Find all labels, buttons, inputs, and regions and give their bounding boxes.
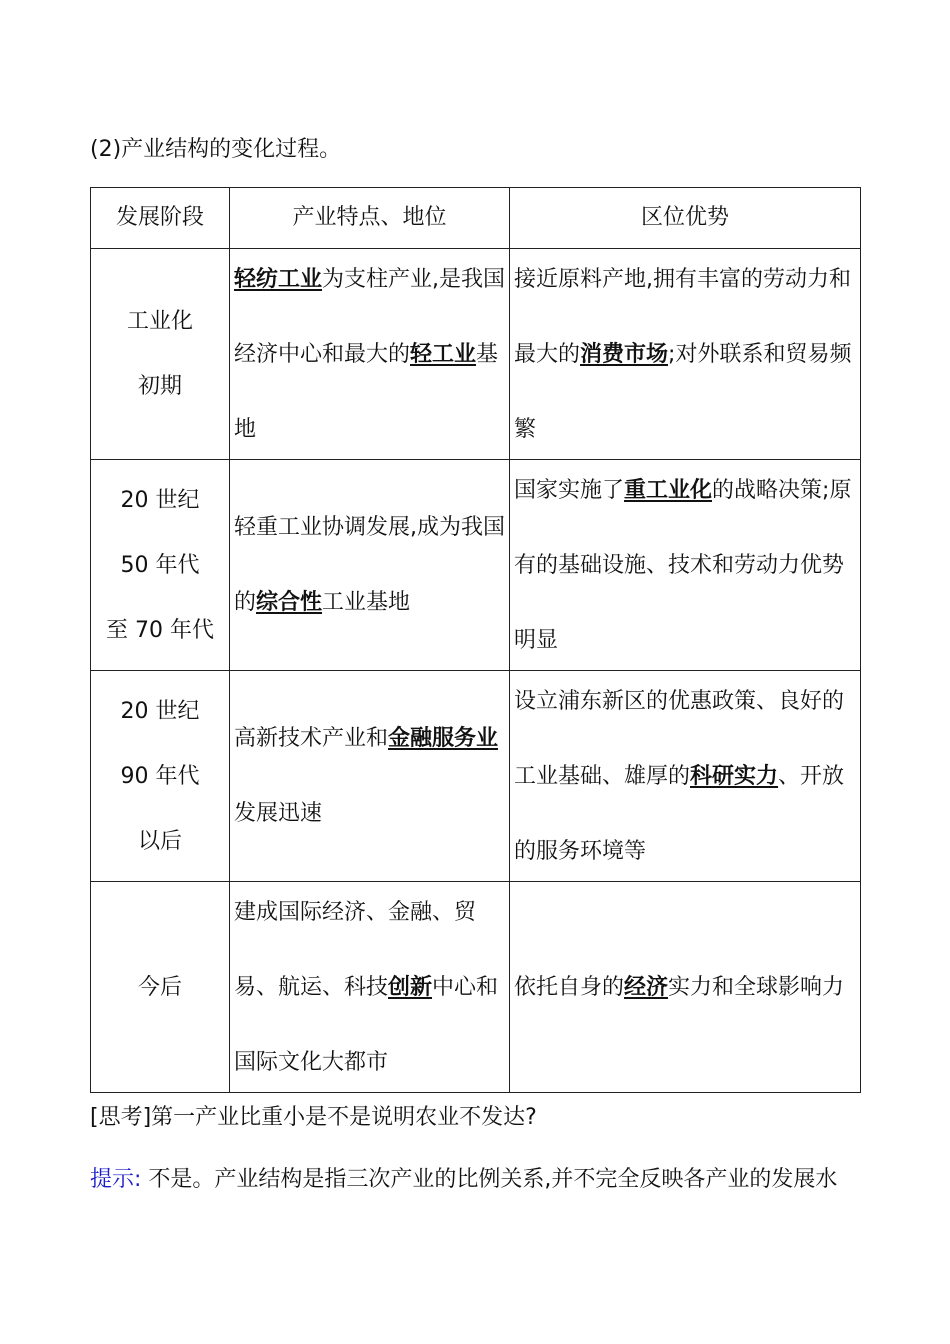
keyword-emphasis: 经济 <box>624 974 669 1000</box>
table-row <box>91 460 861 671</box>
keyword-emphasis: 重工业化 <box>624 477 713 503</box>
table-row <box>91 882 861 1093</box>
keyword-emphasis: 轻纺工业 <box>234 266 323 292</box>
stage-cell <box>91 460 230 671</box>
keyword-emphasis: 消费市场 <box>580 341 669 367</box>
section-heading: (2)产业结构的变化过程。 <box>90 137 342 162</box>
cell-text: 依托自身的 <box>514 974 625 1000</box>
advantage-cell <box>510 460 861 671</box>
cell-text: 轻重工业协调发展,成为我国的 <box>234 515 505 615</box>
cell-text: 基地 <box>234 341 499 442</box>
stage-cell <box>91 882 230 1093</box>
header-advantage: 区位优势 <box>510 188 861 249</box>
stage-line: 50 年代 <box>120 552 200 578</box>
cell-text: 设立浦东新区的优惠政策、良好的工业基础、雄厚的 <box>514 688 845 789</box>
stage-line: 工业化 <box>126 309 193 334</box>
stage-line: 20 世纪 <box>120 698 200 724</box>
feature-cell <box>230 460 510 671</box>
stage-line: 初期 <box>137 374 182 399</box>
stage-line: 90 年代 <box>120 763 200 789</box>
keyword-emphasis: 科研实力 <box>690 763 779 789</box>
stage-line: 今后 <box>137 974 182 1000</box>
stage-cell <box>91 249 230 460</box>
advantage-cell <box>510 671 861 882</box>
cell-text: 国家实施了 <box>514 477 625 503</box>
table-row <box>91 249 861 460</box>
cell-text: 、开放的服务环境等 <box>514 763 845 864</box>
stage-line: 以后 <box>137 828 182 854</box>
stage-cell <box>91 671 230 882</box>
header-feature: 产业特点、地位 <box>230 188 510 249</box>
cell-text: 接近原料产地,拥有丰富的劳动力和最大的 <box>514 266 851 367</box>
advantage-cell <box>510 249 861 460</box>
cell-text: 建成国际经济、金融、贸易、航运、科技 <box>234 899 477 1000</box>
table-row <box>91 671 861 882</box>
keyword-emphasis: 综合性 <box>256 590 323 615</box>
keyword-emphasis: 轻工业 <box>410 341 477 367</box>
cell-text: 高新技术产业和 <box>234 726 389 751</box>
hint-paragraph <box>90 1164 837 1196</box>
cell-text: 的战略决策;原有的基础设施、技术和劳动力优势明显 <box>514 477 852 653</box>
table-header-row <box>91 188 861 249</box>
cell-text: 发展迅速 <box>234 801 323 826</box>
cell-text: 中心和国际文化大都市 <box>234 974 499 1075</box>
think-question: [思考]第一产业比重小是不是说明农业不发达? <box>90 1105 537 1130</box>
feature-cell <box>230 671 510 882</box>
keyword-emphasis: 创新 <box>388 974 433 1000</box>
feature-cell <box>230 249 510 460</box>
advantage-cell <box>510 882 861 1093</box>
cell-text: 实力和全球影响力 <box>668 974 845 1000</box>
cell-text: 工业基地 <box>322 590 411 615</box>
hint-text: 不是。产业结构是指三次产业的比例关系,并不完全反映各产业的发展水 <box>141 1167 838 1192</box>
keyword-emphasis: 金融服务业 <box>388 726 499 751</box>
hint-label: 提示: <box>90 1167 142 1192</box>
cell-text: ;对外联系和贸易频繁 <box>514 341 852 442</box>
stage-line: 至 70 年代 <box>106 617 214 643</box>
cell-text: 为支柱产业,是我国经济中心和最大的 <box>234 266 506 367</box>
feature-cell <box>230 882 510 1093</box>
industry-structure-table <box>90 187 861 1093</box>
header-stage: 发展阶段 <box>91 188 230 249</box>
stage-line: 20 世纪 <box>120 487 200 513</box>
